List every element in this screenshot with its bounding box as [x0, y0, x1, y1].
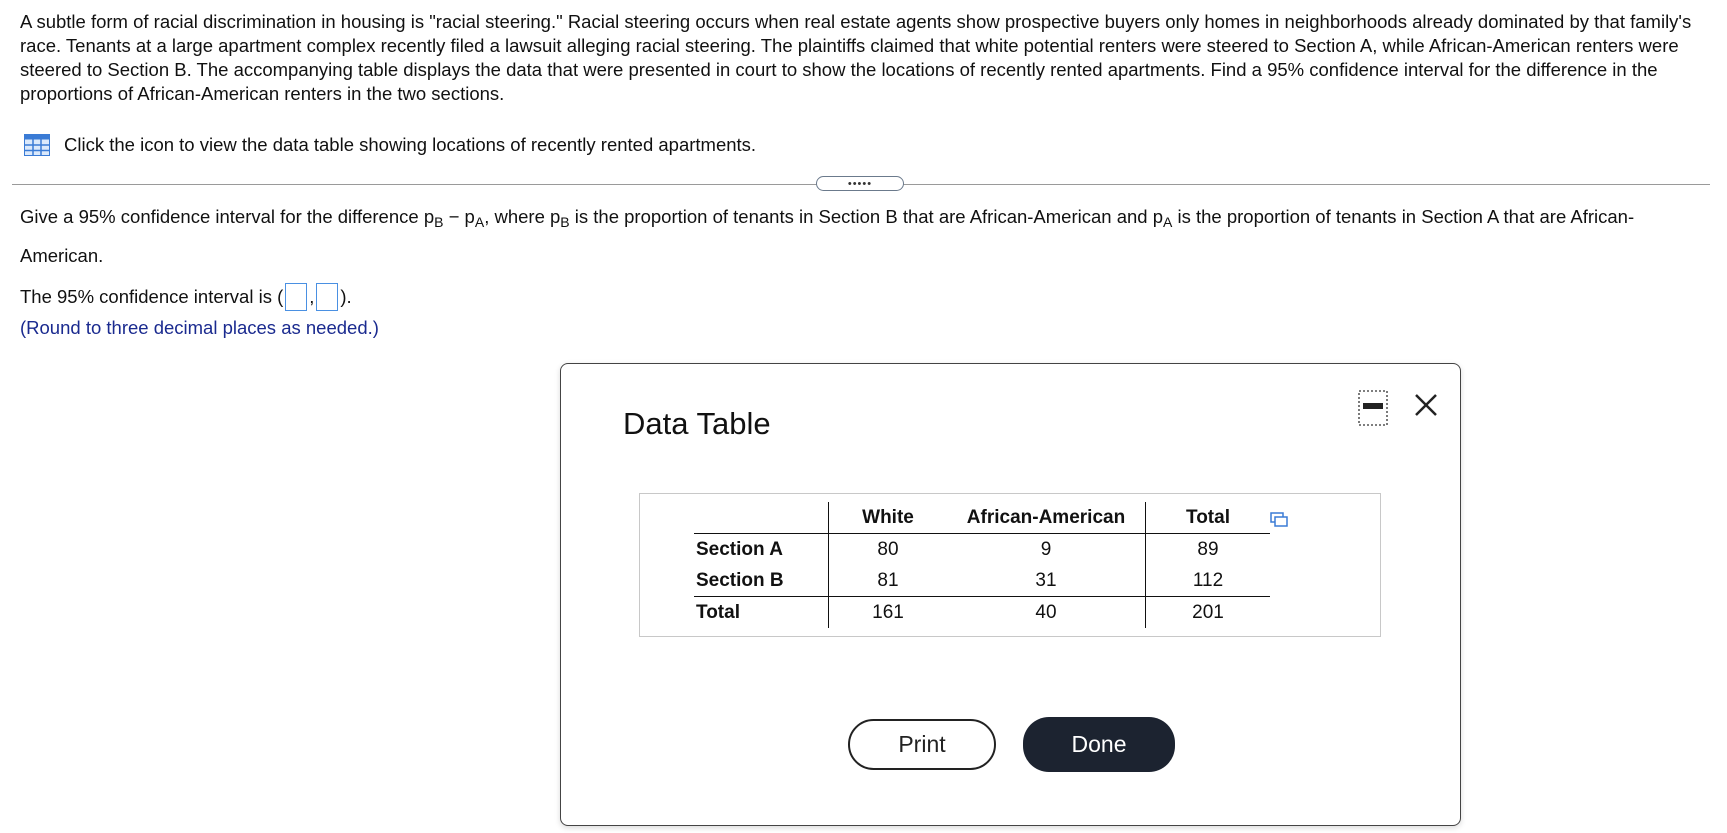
table-cell: 9 — [1040, 538, 1052, 560]
problem-statement: A subtle form of racial discrimination in housing is "racial steering." Racial steering occurs when real estate agents show prospective buyers only homes in neighborhoods already dominated by that family's race. Tenants at a large apartment complex recently filed a lawsuit alleging racial steering. The plaintiffs claimed that white potential renters were steered to Section A, while African-American renters were steered to Section B. The accompanying table displays the data that were presented in court to show the locations of recently rented apartments. Find a 95% confidence interval for the difference in the proportions of African-American renters in the two sections. — [20, 11, 1692, 104]
answer-line — [20, 283, 352, 311]
table-cell: 31 — [947, 565, 1146, 597]
column-header: African-American — [947, 502, 1146, 534]
copy-icon[interactable] — [1270, 512, 1288, 528]
table-cell: 201 — [1146, 597, 1271, 629]
column-header: White — [829, 502, 948, 534]
data-table-link[interactable] — [24, 134, 756, 156]
print-button[interactable]: Print — [848, 719, 996, 770]
dialog-title: Data Table — [623, 406, 771, 441]
data-table-dialog — [560, 363, 1461, 826]
table-cell: 40 — [1035, 601, 1057, 623]
corner-cell — [694, 502, 829, 534]
answer-comma: , — [309, 286, 315, 307]
table-row — [694, 565, 1270, 597]
table-row — [694, 597, 1270, 629]
data-table-frame — [639, 493, 1381, 637]
table-row — [694, 534, 1270, 566]
data-table-link-label[interactable]: Click the icon to view the data table showing locations of recently rented apartments. — [64, 134, 757, 155]
row-label: Section B — [694, 565, 829, 597]
lower-bound-input[interactable] — [285, 283, 307, 311]
answer-prefix: The 95% confidence interval is ( — [20, 286, 284, 307]
data-table — [694, 502, 1270, 628]
table-cell: 80 — [829, 534, 948, 566]
row-label: Total — [696, 601, 740, 623]
rounding-hint: (Round to three decimal places as needed.) — [20, 317, 379, 338]
divider-expand-handle[interactable]: ••••• — [816, 176, 904, 191]
table-cell: 89 — [1146, 534, 1271, 566]
question-text: Give a 95% confidence interval for the difference $p_B - p_A$, where $p_B$ is the proportion of tenants in Section B that are African-American and $p_A$ is the proportion of tenants in Section A that are African-American. — [20, 206, 1635, 266]
upper-bound-input[interactable] — [316, 283, 338, 311]
table-cell: 161 — [829, 597, 948, 629]
close-icon[interactable] — [1411, 390, 1441, 420]
table-cell: 112 — [1146, 565, 1271, 597]
table-grid-icon[interactable] — [24, 134, 50, 156]
row-label: Section A — [696, 538, 783, 560]
minimize-icon[interactable] — [1357, 388, 1389, 428]
answer-suffix: ). — [340, 286, 352, 307]
done-button[interactable]: Done — [1023, 717, 1175, 772]
table-cell: 81 — [829, 565, 948, 597]
column-header: Total — [1146, 502, 1271, 534]
